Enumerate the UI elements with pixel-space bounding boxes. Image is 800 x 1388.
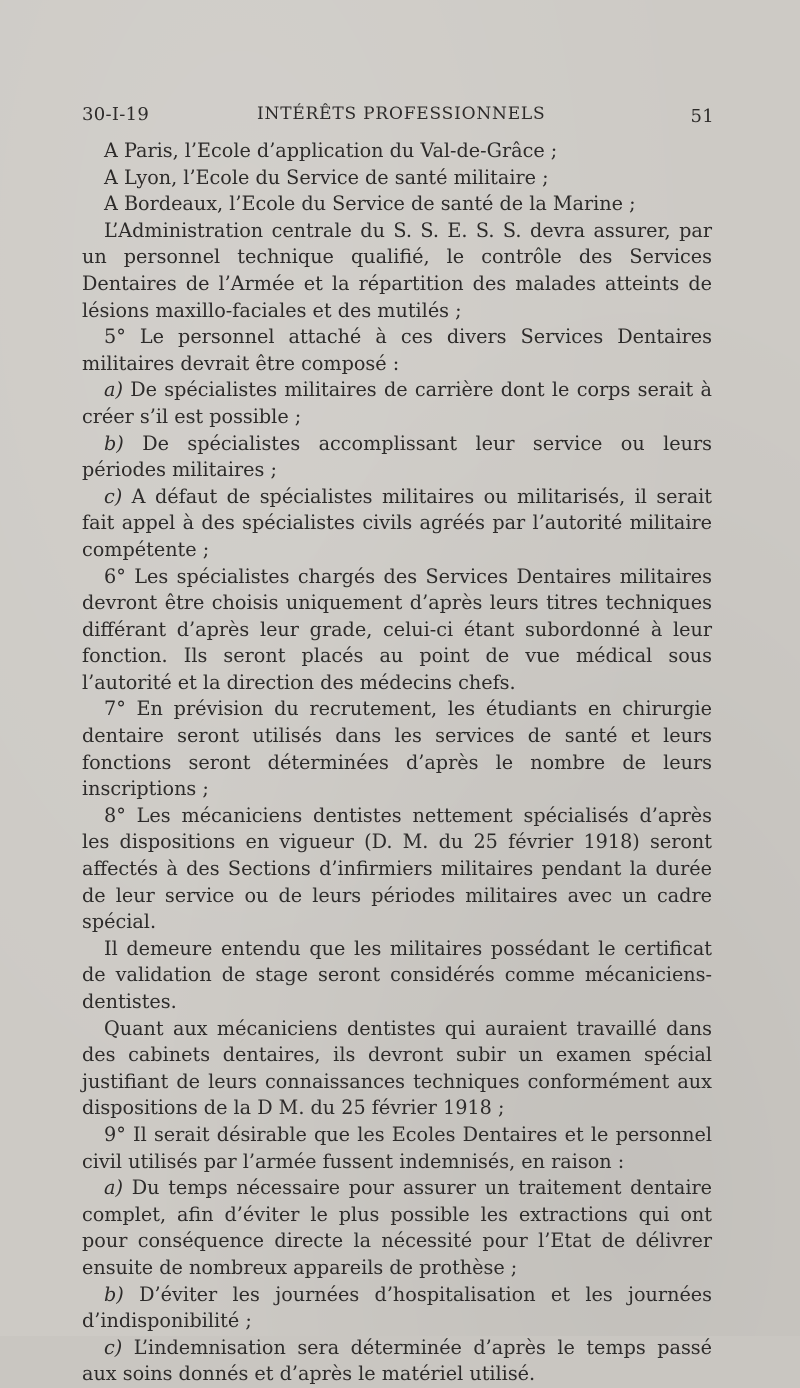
paragraph: 9° Il serait désirable que les Ecoles Dentaires et le personnel civil utilisés par l’armée fussent indemnisés, en raison :: [82, 1122, 712, 1173]
list-item: c) L’indemnisation sera déterminée d’après le temps passé aux soins donnés et d’après le matériel utilisé.: [82, 1335, 712, 1386]
list-label: c): [104, 484, 123, 508]
list-label: b): [104, 431, 124, 455]
list-label: c): [104, 1335, 123, 1359]
list-item: a) De spécialistes militaires de carrière dont le corps serait à créer s’il est possible ;: [82, 378, 712, 428]
list-label: b): [104, 1282, 124, 1306]
page-number: 51: [690, 106, 714, 127]
paragraph: L’Administration centrale du S. S. E. S. S. devra assurer, par un personnel technique qualifié, le contrôle des Services Dentaires de l’Armée et la répartition des malades atteints de lésions maxillo-faciales et des mutilés ;: [82, 218, 712, 322]
paragraph: 5° Le personnel attaché à ces divers Services Dentaires militaires devrait être composé :: [82, 325, 712, 375]
paragraph: A Lyon, l’Ecole du Service de santé militaire ;: [104, 165, 549, 189]
list-label: a): [104, 1176, 123, 1200]
list-item: a) Du temps nécessaire pour assurer un traitement dentaire complet, afin d’éviter le plus possible les extractions qui ont pour conséquence directe la nécessité pour l’Etat de délivrer ensuite de nombreux appareils de prothèse ;: [82, 1176, 712, 1279]
running-header: [82, 104, 714, 134]
list-item: b) D’éviter les journées d’hospitalisation et les journées d’indisponibilité ;: [82, 1282, 712, 1333]
paragraph: A Paris, l’Ecole d’application du Val-de-Grâce ;: [104, 139, 558, 162]
paragraph: Quant aux mécaniciens dentistes qui auraient travaillé dans des cabinets dentaires, ils devront subir un examen spécial justifiant de leurs connaissances techniques conformément aux dispositions de la D M. du 25 février 1918 ;: [82, 1016, 712, 1120]
list-item: b) De spécialistes accomplissant leur service ou leurs périodes militaires ;: [82, 431, 712, 482]
paragraph: 7° En prévision du recrutement, les étudiants en chirurgie dentaire seront utilisés dans les services de santé et leurs fonctions seront déterminées d’après le nombre de leurs inscriptions ;: [82, 697, 712, 801]
paragraph: A Bordeaux, l’Ecole du Service de santé de la Marine ;: [104, 192, 636, 216]
header-title: INTÉRÊTS PROFESSIONNELS: [257, 104, 546, 124]
list-label: a): [104, 378, 123, 402]
header-date: 30-I-19: [82, 104, 150, 125]
paragraph: Il demeure entendu que les militaires possédant le certificat de validation de stage seront considérés comme mécaniciens-dentistes.: [82, 936, 712, 1013]
paragraph: 8° Les mécaniciens dentistes nettement spécialisés d’après les dispositions en vigueur (D. M. du 25 février 1918) seront affectés à des Sections d’infirmiers militaires pendant la durée de leur service ou de leurs périodes militaires avec un cadre spécial.: [82, 803, 712, 934]
list-item: c) A défaut de spécialistes militaires ou militarisés, il serait fait appel à des spécialistes civils agréés par l’autorité militaire compétente ;: [82, 484, 712, 561]
body-text: [82, 138, 712, 1388]
paragraph: 6° Les spécialistes chargés des Services Dentaires militaires devront être choisis uniquement d’après leurs titres techniques différant d’après leur grade, celui-ci étant subordonné à leur fonction. Ils seront placés au point de vue médical sous l’autorité et la direction des médecins chefs.: [82, 564, 712, 694]
